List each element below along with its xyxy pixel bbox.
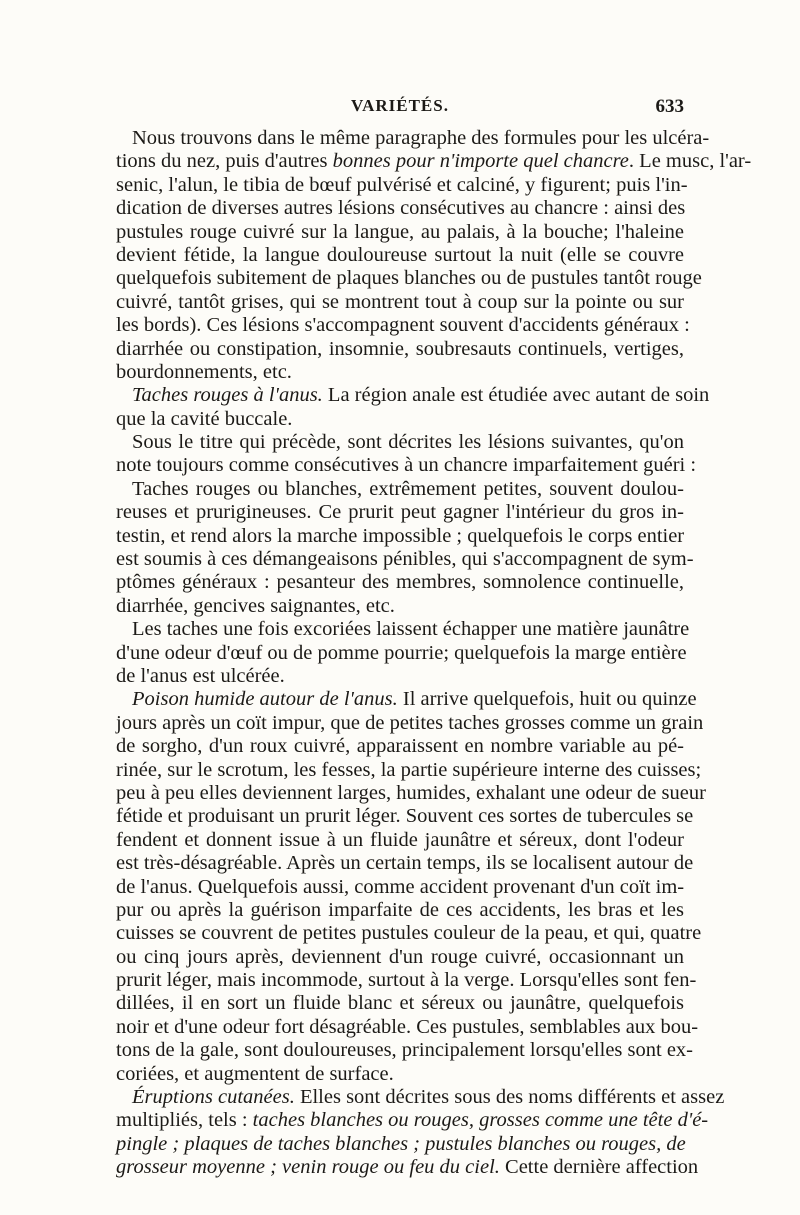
text-run: tions du nez, puis d'autres: [116, 150, 333, 173]
text-line: [116, 876, 684, 899]
italic-text: bonnes pour n'importe quel chancre: [332, 150, 629, 173]
text-run: . Le musc, l'ar-: [628, 150, 752, 173]
text-run: Sous le titre qui précède, sont décrites les lésions suivantes, qu'on: [132, 431, 684, 454]
text-run: tons de la gale, sont douloureuses, principalement lorsqu'elles sont ex-: [116, 1039, 693, 1062]
running-title: VARIÉTÉS.: [351, 96, 449, 115]
text-run: pur ou après la guérison imparfaite de ces accidents, les bras et les: [116, 898, 684, 921]
text-run: Nous trouvons dans le même paragraphe des formules pour les ulcéra-: [132, 127, 710, 149]
text-run: Cette dernière affection: [499, 1156, 699, 1179]
text-run: est soumis à ces démangeaisons pénibles, qui s'accompagnent de sym-: [116, 548, 694, 571]
text-line: [116, 291, 684, 314]
text-line: [116, 384, 710, 407]
text-line: [116, 1063, 684, 1086]
text-run: Les taches une fois excoriées laissent échapper une matière jaunâtre: [132, 618, 690, 641]
text-run: reuses et prurigineuses. Ce prurit peut gagner l'intérieur du gros in-: [116, 501, 684, 524]
text-run: jours après un coït impur, que de petites taches grosses comme un grain: [116, 711, 704, 734]
text-line: [116, 221, 684, 244]
text-line: [116, 758, 702, 782]
text-line: [116, 267, 702, 290]
italic-text: Taches rouges à l'anus.: [132, 384, 323, 407]
text-line: [116, 525, 684, 548]
text-line: [116, 852, 694, 875]
text-line: [116, 805, 694, 828]
text-line: [116, 946, 684, 969]
text-line: [116, 781, 706, 805]
text-run: fétide et produisant un prurit léger. Souvent ces sortes de tubercules se: [116, 805, 694, 828]
text-run: cuivré, tantôt grises, qui se montrent tout à coup sur la pointe ou sur: [116, 290, 684, 313]
text-line: [116, 173, 688, 197]
text-run: coriées, et augmentent de surface.: [116, 1062, 394, 1085]
text-run: diarrhée ou constipation, insomnie, soubresauts continuels, vertiges,: [116, 337, 684, 360]
text-run: que la cavité buccale.: [116, 407, 293, 430]
text-line: [116, 454, 697, 477]
text-line: [116, 735, 684, 758]
italic-text: Poison humide autour de l'anus.: [132, 688, 398, 711]
text-run: d'une odeur d'œuf ou de pomme pourrie; quelquefois la marge entière: [116, 641, 687, 664]
text-line: [116, 1109, 709, 1132]
text-line: [116, 431, 684, 454]
text-line: [116, 501, 684, 524]
text-line: [116, 618, 690, 641]
text-run: senic, l'alun, le tibia de bœuf pulvérisé et calciné, y figurent; puis l'in-: [116, 173, 688, 196]
text-line: [116, 829, 684, 852]
body-text: [116, 127, 752, 1180]
text-run: est très-désagréable. Après un certain temps, ils se localisent autour de: [116, 852, 694, 875]
text-line: [116, 641, 687, 665]
text-run: ou cinq jours après, deviennent d'un rouge cuivré, occasionnant un: [116, 945, 684, 968]
text-run: diarrhée, gencives saignantes, etc.: [116, 594, 395, 617]
text-run: devient fétide, la langue douloureuse surtout la nuit (elle se couvre: [116, 243, 684, 266]
text-run: de l'anus est ulcérée.: [116, 664, 285, 687]
text-run: peu à peu elles deviennent larges, humides, exhalant une odeur de sueur: [116, 781, 706, 804]
text-line: [116, 688, 697, 711]
italic-text: pingle ; plaques de taches blanches ; pustules blanches ou rouges, de: [116, 1132, 686, 1155]
text-run: quelquefois subitement de plaques blanches ou de pustules tantôt rouge: [116, 267, 702, 290]
text-run: testin, et rend alors la marche impossible ; quelquefois le corps entier: [116, 524, 685, 547]
text-line: [116, 338, 684, 361]
text-line: [116, 244, 684, 267]
text-run: les bords). Ces lésions s'accompagnent souvent d'accidents généraux :: [116, 314, 690, 337]
text-run: ptômes généraux : pesanteur des membres, somnolence continuelle,: [116, 571, 684, 594]
text-line: [116, 197, 684, 220]
text-line: [116, 922, 702, 945]
text-line: [116, 1039, 693, 1062]
text-run: Taches rouges ou blanches, extrêmement petites, souvent doulou-: [132, 477, 684, 500]
italic-text: taches blanches ou rouges, grosses comme une tête d'é-: [252, 1109, 709, 1132]
text-run: Elles sont décrites sous des noms différents et assez: [294, 1086, 725, 1109]
italic-text: grosseur moyenne ; venin rouge ou feu du ciel.: [116, 1156, 500, 1179]
text-line: [116, 548, 694, 571]
text-line: [116, 314, 690, 337]
text-line: [116, 665, 684, 688]
text-line: [116, 992, 684, 1015]
text-line: [116, 1086, 725, 1109]
text-run: de l'anus. Quelquefois aussi, comme accident provenant d'un coït im-: [116, 875, 685, 898]
text-run: cuisses se couvrent de petites pustules couleur de la peau, et qui, quatre: [116, 922, 702, 945]
text-run: La région anale est étudiée avec autant de soin: [322, 384, 710, 407]
italic-text: Éruptions cutanées.: [132, 1086, 295, 1109]
text-line: [116, 899, 684, 922]
text-run: dication de diverses autres lésions consécutives au chancre : ainsi des: [116, 197, 686, 220]
text-run: Il arrive quelquefois, huit ou quinze: [397, 688, 697, 711]
text-line: [116, 408, 684, 431]
text-line: [116, 571, 684, 594]
text-run: dillées, il en sort un fluide blanc et séreux ou jaunâtre, quelquefois: [116, 992, 684, 1015]
text-line: [116, 1015, 699, 1039]
text-run: de sorgho, d'un roux cuivré, apparaissent en nombre variable au pé-: [116, 735, 684, 758]
text-line: [116, 969, 697, 992]
text-line: [116, 361, 684, 384]
running-head: [116, 96, 684, 126]
text-run: fendent et donnent issue à un fluide jaunâtre et séreux, dont l'odeur: [116, 828, 684, 851]
text-run: rinée, sur le scrotum, les fesses, la partie supérieure interne des cuisses;: [116, 758, 702, 781]
text-run: multipliés, tels :: [116, 1109, 253, 1132]
text-run: noir et d'une odeur fort désagréable. Ces pustules, semblables aux bou-: [116, 1015, 699, 1038]
text-line: [116, 478, 684, 501]
text-run: bourdonnements, etc.: [116, 360, 292, 383]
text-run: note toujours comme consécutives à un chancre imparfaitement guéri :: [116, 454, 697, 477]
text-run: prurit léger, mais incommode, surtout à la verge. Lorsqu'elles sont fen-: [116, 969, 697, 992]
text-line: [116, 1133, 684, 1156]
text-line: [116, 595, 684, 618]
page-number: 633: [655, 96, 684, 117]
text-line: [116, 1156, 699, 1179]
text-line: [116, 711, 704, 735]
text-run: pustules rouge cuivré sur la langue, au palais, à la bouche; l'haleine: [116, 220, 684, 243]
text-line: [116, 127, 710, 150]
text-line: [116, 150, 752, 173]
